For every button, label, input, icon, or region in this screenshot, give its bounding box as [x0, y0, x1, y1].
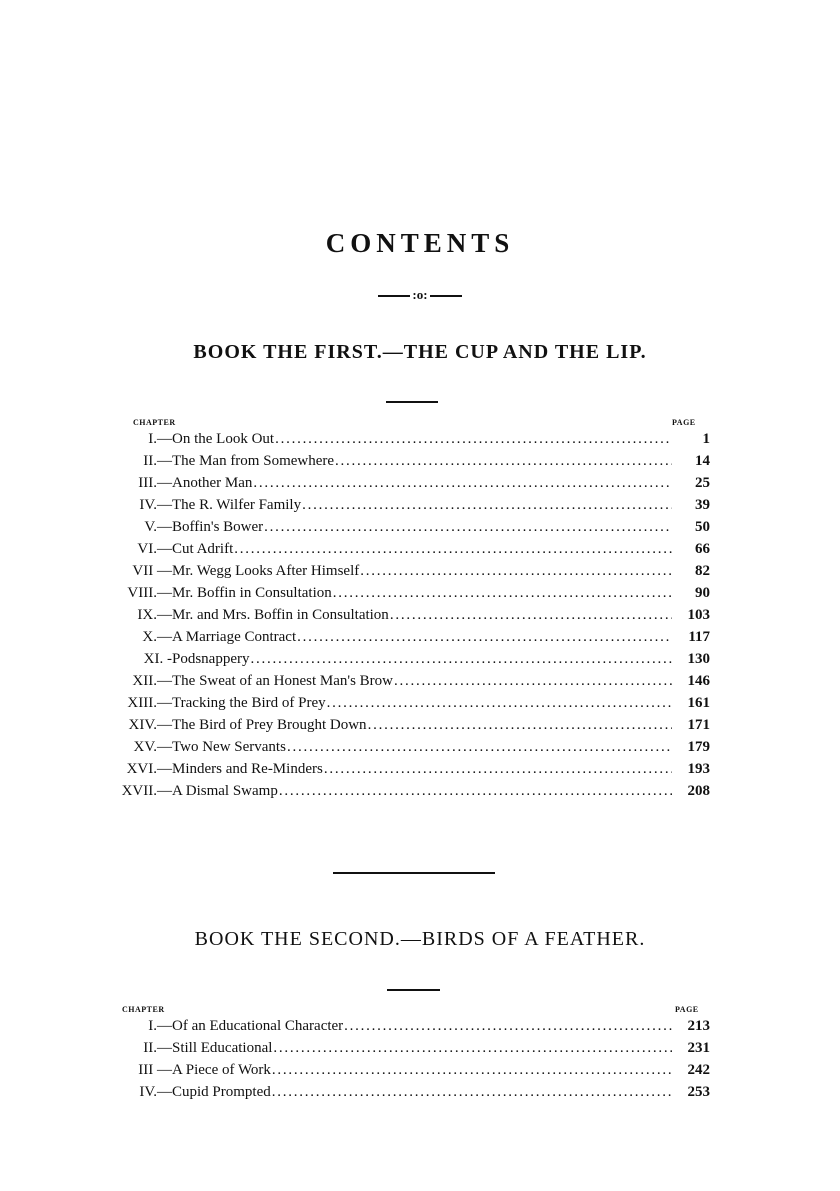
page-number: 146 [687, 673, 710, 689]
page-number: 208 [687, 783, 710, 799]
book-two-chapter-list [118, 1018, 710, 1106]
chapter-title: Podsnappery [172, 651, 250, 667]
chapter-number: VII — [132, 563, 172, 579]
ornament-dash-left [378, 295, 410, 297]
chapter-title: Mr. and Mrs. Boffin in Consultation [172, 607, 389, 623]
page-number: 130 [687, 651, 710, 667]
chapter-title: Of an Educational Character [172, 1018, 344, 1034]
toc-entry [118, 541, 710, 563]
chapter-number: X.— [142, 629, 172, 645]
ornament-glyph: :o: [412, 287, 428, 302]
page-number: 1 [702, 431, 710, 447]
dot-leader [251, 651, 673, 668]
toc-entry [118, 1018, 710, 1040]
chapter-number: IV.— [139, 1084, 172, 1100]
chapter-number: XVI.— [126, 761, 172, 777]
toc-entry [118, 1062, 710, 1084]
dot-leader [287, 739, 672, 756]
page-number: 50 [695, 519, 710, 535]
dot-leader [344, 1018, 672, 1035]
ornament-dash-right [430, 295, 462, 297]
chapter-title: The Man from Somewhere [172, 453, 335, 469]
book-one-chapter-list [118, 431, 710, 805]
dot-leader [327, 695, 672, 712]
page-number: 90 [695, 585, 710, 601]
page-column-label: PAGE [672, 418, 696, 427]
chapter-title: The R. Wilfer Family [172, 497, 302, 513]
dot-leader [368, 717, 672, 734]
page-number: 161 [687, 695, 710, 711]
book-one-heading: BOOK THE FIRST.—THE CUP AND THE LIP. [193, 341, 647, 363]
chapter-number: III.— [138, 475, 172, 491]
dot-leader [390, 607, 672, 624]
page-number: 66 [695, 541, 710, 557]
page-number: 242 [687, 1062, 710, 1078]
chapter-title: Boffin's Bower [172, 519, 264, 535]
chapter-number: I.— [148, 431, 172, 447]
page-number: 39 [695, 497, 710, 513]
book-separator-rule [333, 872, 495, 874]
chapter-number: IV.— [139, 497, 172, 513]
chapter-number: II.— [143, 1040, 172, 1056]
chapter-number: XI. - [143, 651, 172, 667]
page-number: 193 [687, 761, 710, 777]
chapter-title: Mr. Boffin in Consultation [172, 585, 332, 601]
dot-leader [324, 761, 672, 778]
chapter-number: II.— [143, 453, 172, 469]
chapter-title: Cut Adrift [172, 541, 234, 557]
page-number: 179 [687, 739, 710, 755]
toc-entry [118, 739, 710, 761]
page-number: 213 [687, 1018, 710, 1034]
toc-entry [118, 563, 710, 585]
toc-entry [118, 453, 710, 475]
toc-entry [118, 629, 710, 651]
chapter-title: Mr. Wegg Looks After Himself [172, 563, 360, 579]
dot-leader [234, 541, 672, 558]
chapter-title: Cupid Prompted [172, 1084, 271, 1100]
chapter-column-label: CHAPTER [133, 418, 176, 427]
dot-leader [335, 453, 672, 470]
toc-entry [118, 717, 710, 739]
chapter-title: A Marriage Contract [172, 629, 297, 645]
chapter-number: XII.— [132, 673, 172, 689]
chapter-number: XIV.— [128, 717, 172, 733]
ornament-divider [0, 287, 840, 303]
dot-leader [279, 783, 672, 800]
page-column-label: PAGE [675, 1005, 699, 1014]
chapter-title: On the Look Out [172, 431, 275, 447]
chapter-title: Minders and Re-Minders [172, 761, 323, 777]
page-number: 253 [687, 1084, 710, 1100]
page-number: 82 [695, 563, 710, 579]
toc-entry [118, 695, 710, 717]
chapter-title: A Dismal Swamp [172, 783, 278, 799]
chapter-number: XV.— [133, 739, 172, 755]
dot-leader [333, 585, 672, 602]
book-two-heading: BOOK THE SECOND.—BIRDS OF A FEATHER. [194, 928, 646, 950]
dot-leader [273, 1040, 672, 1057]
chapter-title: The Bird of Prey Brought Down [172, 717, 367, 733]
chapter-number: III — [138, 1062, 172, 1078]
page-number: 103 [687, 607, 710, 623]
chapter-title: Tracking the Bird of Prey [172, 695, 326, 711]
toc-entry [118, 519, 710, 541]
page-number: 25 [695, 475, 710, 491]
dot-leader [253, 475, 672, 492]
toc-entry [118, 1040, 710, 1062]
chapter-number: XVII.— [121, 783, 172, 799]
page-number: 14 [695, 453, 710, 469]
chapter-number: XIII.— [127, 695, 172, 711]
section-rule [386, 401, 438, 403]
chapter-title: The Sweat of an Honest Man's Brow [172, 673, 393, 689]
dot-leader [394, 673, 672, 690]
toc-entry [118, 673, 710, 695]
toc-entry [118, 651, 710, 673]
chapter-number: VIII.— [127, 585, 172, 601]
chapter-number: IX.— [137, 607, 172, 623]
toc-entry [118, 585, 710, 607]
chapter-number: VI.— [137, 541, 172, 557]
dot-leader [275, 431, 672, 448]
page-number: 171 [687, 717, 710, 733]
chapter-title: Two New Servants [172, 739, 286, 755]
toc-entry [118, 475, 710, 497]
page-number: 117 [688, 629, 710, 645]
dot-leader [302, 497, 672, 514]
chapter-title: Another Man [172, 475, 253, 491]
toc-entry [118, 783, 710, 805]
dot-leader [272, 1084, 672, 1101]
toc-entry [118, 497, 710, 519]
toc-entry [118, 431, 710, 453]
dot-leader [272, 1062, 672, 1079]
chapter-column-label: CHAPTER [122, 1005, 165, 1014]
toc-entry [118, 607, 710, 629]
chapter-title: Still Educational [172, 1040, 273, 1056]
page-title: CONTENTS [325, 228, 515, 258]
chapter-number: V.— [144, 519, 172, 535]
chapter-number: I.— [148, 1018, 172, 1034]
dot-leader [360, 563, 672, 580]
section-rule [387, 989, 440, 991]
dot-leader [264, 519, 672, 536]
page-number: 231 [687, 1040, 710, 1056]
dot-leader [297, 629, 672, 646]
toc-entry [118, 1084, 710, 1106]
chapter-title: A Piece of Work [172, 1062, 271, 1078]
toc-entry [118, 761, 710, 783]
